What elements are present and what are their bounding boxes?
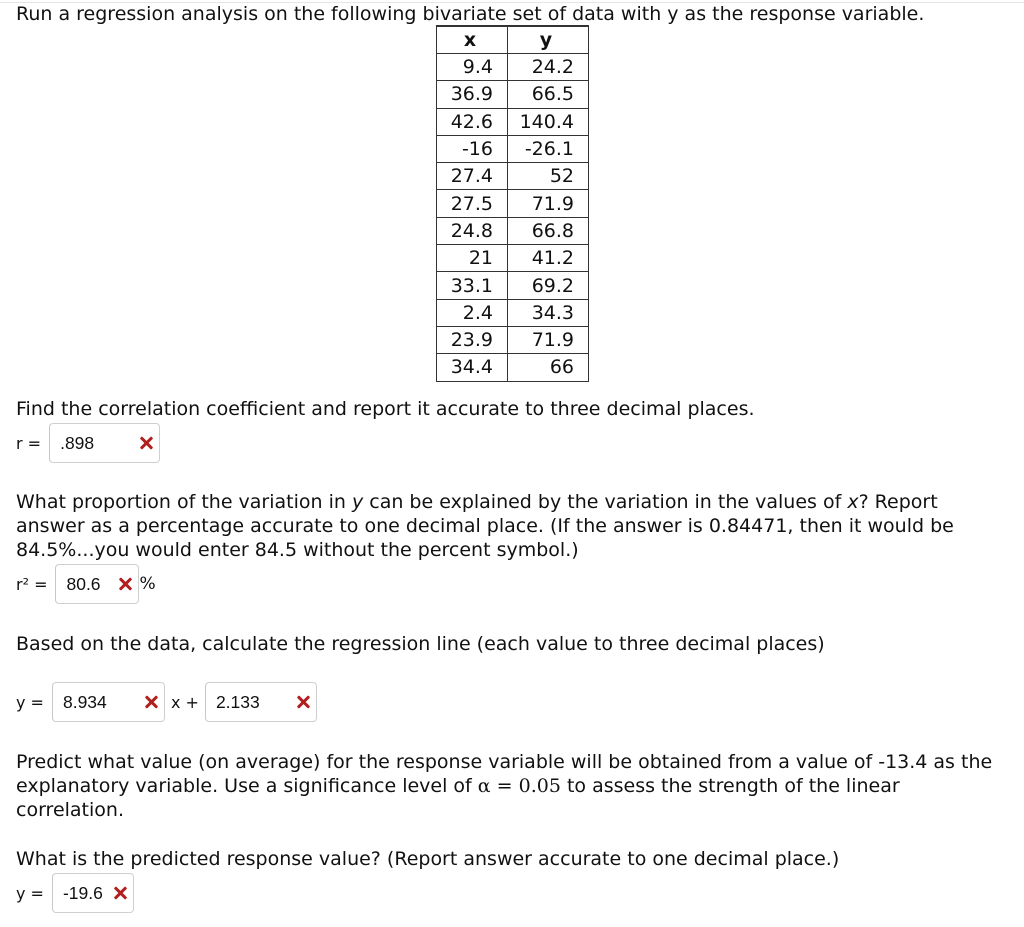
answer-input-predicted[interactable]: [52, 873, 134, 913]
answer-input-slope[interactable]: [52, 682, 165, 722]
cell-x: 23.9: [437, 326, 508, 353]
text-segment: ? Report answer as a percentage accurate to one decimal place. (If the answer is 0.84471, then it would be 84.5%...you would enter 84.5 without the percent symbol.): [16, 491, 954, 561]
table-row: [437, 163, 589, 190]
cell-y: 71.9: [508, 190, 589, 217]
x-mark-icon: [113, 886, 127, 900]
text-segment: Predict what value (on average) for the response variable will be obtained from a value of -13.4 as the explanatory variable. Use a significance level of: [16, 751, 993, 797]
cell-y: 24.2: [508, 54, 589, 81]
x-mark-icon: [139, 436, 153, 450]
cell-y: 140.4: [508, 108, 589, 135]
alpha-value: α = 0.05: [477, 775, 561, 797]
cell-y: 52: [508, 163, 589, 190]
cell-x: 34.4: [437, 354, 508, 381]
answer-input-r[interactable]: [49, 423, 160, 463]
table-row: [437, 81, 589, 108]
text-segment: can be explained by the variation in the values of: [363, 491, 848, 513]
cell-y: 41.2: [508, 245, 589, 272]
table-row: [437, 54, 589, 81]
question-proportion: [16, 490, 996, 562]
answer-row-predicted: [16, 873, 134, 913]
answer-row-r-squared: [16, 564, 156, 604]
table-row: [437, 326, 589, 353]
text-segment: to assess the strength of the linear correlation.: [16, 775, 900, 821]
label-r: r =: [16, 433, 42, 453]
answer-input-r-squared[interactable]: [55, 564, 139, 604]
label-y: y =: [16, 692, 44, 712]
var-y: y: [351, 491, 364, 513]
answer-value: 2.133: [215, 691, 260, 712]
table-row: [437, 245, 589, 272]
question-predict: [16, 750, 996, 822]
table-row: [437, 299, 589, 326]
text-segment: What proportion of the variation in: [16, 491, 352, 513]
question-regression-line: Based on the data, calculate the regression line (each value to three decimal places): [16, 633, 825, 655]
data-table: [436, 25, 589, 382]
percent-suffix: %: [139, 574, 156, 594]
cell-y: 66: [508, 354, 589, 381]
cell-x: 27.4: [437, 163, 508, 190]
table-row: [437, 135, 589, 162]
answer-value: .898: [60, 432, 95, 453]
answer-row-regression: [16, 682, 317, 722]
cell-y: 71.9: [508, 326, 589, 353]
cell-x: 9.4: [437, 54, 508, 81]
label-y: y =: [16, 883, 44, 903]
answer-row-r: [16, 423, 160, 463]
cell-x: 24.8: [437, 217, 508, 244]
table-row: [437, 190, 589, 217]
x-mark-icon: [118, 577, 132, 591]
answer-value: 80.6: [66, 573, 101, 594]
cell-x: 21: [437, 245, 508, 272]
cell-y: 66.5: [508, 81, 589, 108]
x-mark-icon: [296, 695, 310, 709]
table-header-row: [437, 26, 589, 54]
table-row: [437, 272, 589, 299]
answer-value: -19.6: [62, 882, 103, 903]
var-x: x: [847, 491, 859, 513]
column-header-y: y: [508, 26, 589, 54]
answer-input-intercept[interactable]: [205, 682, 317, 722]
cell-x: 36.9: [437, 81, 508, 108]
label-r-squared: r² =: [16, 574, 48, 594]
cell-y: 66.8: [508, 217, 589, 244]
table-row: [437, 108, 589, 135]
cell-x: 2.4: [437, 299, 508, 326]
question-predicted-value: What is the predicted response value? (Report answer accurate to one decimal place.): [16, 848, 840, 870]
cell-x: 33.1: [437, 272, 508, 299]
table-row: [437, 354, 589, 381]
table-row: [437, 217, 589, 244]
question-correlation: Find the correlation coefficient and report it accurate to three decimal places.: [16, 398, 755, 420]
intro-text: Run a regression analysis on the following bivariate set of data with y as the response variable.: [16, 3, 925, 25]
cell-x: 42.6: [437, 108, 508, 135]
column-header-x: x: [437, 26, 508, 54]
cell-y: 69.2: [508, 272, 589, 299]
cell-y: -26.1: [508, 135, 589, 162]
x-mark-icon: [144, 695, 158, 709]
cell-x: 27.5: [437, 190, 508, 217]
label-x-plus: x +: [170, 692, 199, 712]
answer-value: 8.934: [62, 691, 107, 712]
cell-y: 34.3: [508, 299, 589, 326]
cell-x: -16: [437, 135, 508, 162]
